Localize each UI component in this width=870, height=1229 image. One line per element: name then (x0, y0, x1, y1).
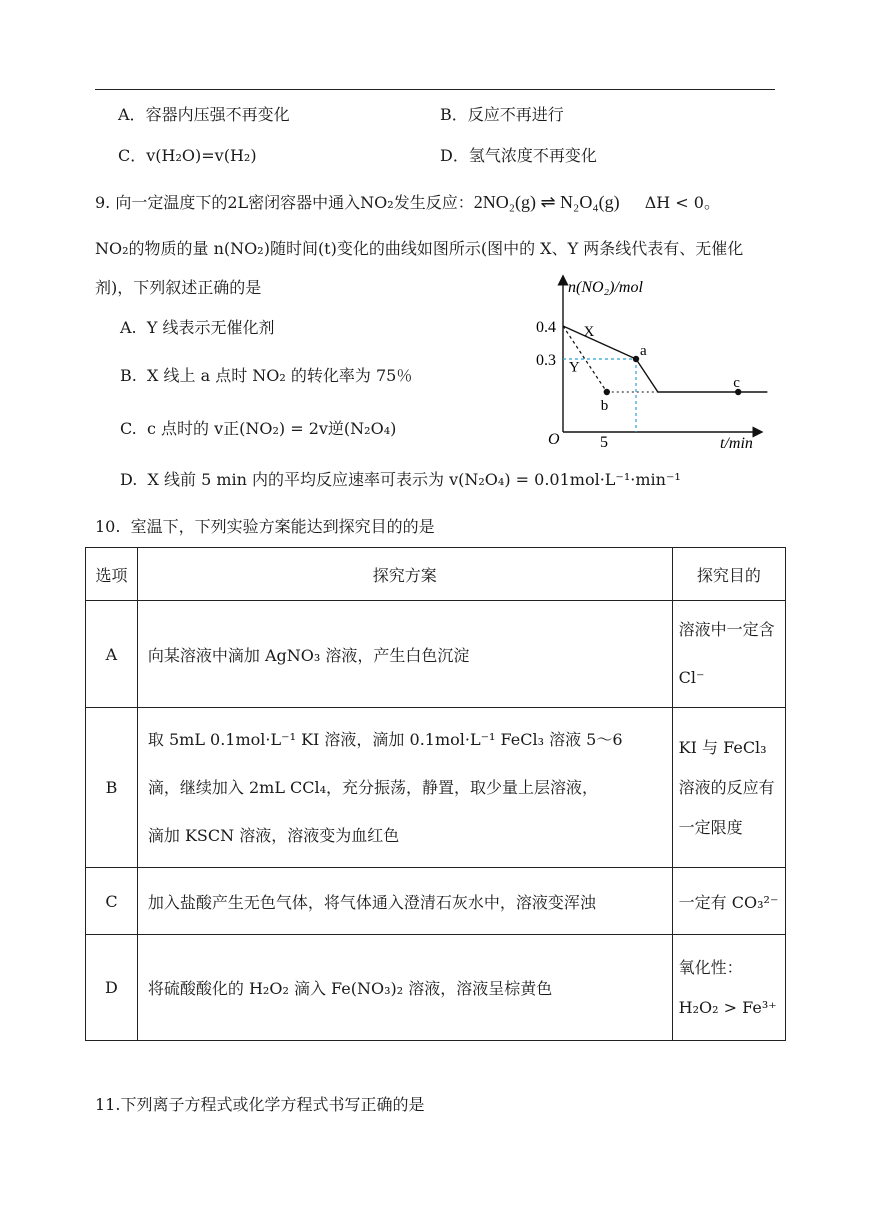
row-d-option: D (86, 935, 138, 1041)
point-b (604, 389, 610, 395)
table-row[interactable] (86, 601, 786, 708)
row-a-option: A (86, 601, 138, 708)
header-option: 选项 (86, 548, 138, 601)
y-tick-0.4: 0.4 (536, 319, 556, 336)
table-row[interactable] (86, 935, 786, 1041)
q9-option-c[interactable]: C. c 点时的 v正(NO₂) = 2v逆(N₂O₄) (120, 419, 397, 438)
q9-stem-line1: 9. 向一定温度下的2L密闭容器中通入NO₂发生反应：2NO₂(g) ⇌ N₂O₄(g) ΔH < 0。 (95, 192, 720, 212)
point-label-b: b (600, 398, 609, 414)
y-tick-0.3: 0.3 (536, 352, 556, 369)
header-purpose: 探究目的 (672, 548, 785, 601)
q9-stem-line2: NO₂的物质的量 n(NO₂)随时间(t)变化的曲线如图所示(图中的 X、Y 两条线代表有、无催化 (95, 239, 744, 258)
row-d-purpose: 氧化性： H₂O₂ > Fe³⁺ (672, 935, 785, 1041)
table-header-row (86, 548, 786, 601)
row-c-option: C (86, 868, 138, 935)
row-b-purpose: KI 与 FeCl₃ 溶液的反应有 一定限度 (672, 708, 785, 868)
q9-option-a[interactable]: A. Y 线表示无催化剂 (120, 318, 275, 337)
header-rule (95, 89, 775, 90)
series-y-label: Y (568, 359, 580, 376)
q9-delta-h: ΔH < 0。 (644, 193, 720, 212)
x-tick-5: 5 (600, 434, 608, 451)
row-b-option: B (86, 708, 138, 868)
q9-reaction: 2NO₂(g) ⇌ N₂O₄(g) (473, 192, 620, 212)
q9-option-b[interactable]: B. X 线上 a 点时 NO₂ 的转化率为 75％ (120, 366, 413, 385)
point-label-a: a (640, 343, 647, 359)
q9-option-d[interactable]: D. X 线前 5 min 内的平均反应速率可表示为 v(N₂O₄) = 0.01mol·L⁻¹·min⁻¹ (120, 470, 681, 489)
table-row[interactable] (86, 868, 786, 935)
row-d-plan: 将硫酸酸化的 H₂O₂ 滴入 Fe(NO₃)₂ 溶液，溶液呈棕黄色 (137, 935, 672, 1041)
point-label-c: c (733, 375, 740, 391)
q8-option-a[interactable]: A．容器内压强不再变化 (118, 105, 290, 124)
header-plan: 探究方案 (137, 548, 672, 601)
q11-stem: 11.下列离子方程式或化学方程式书写正确的是 (95, 1095, 425, 1114)
experiment-table (85, 547, 786, 1041)
q10-stem: 10. 室温下，下列实验方案能达到探究目的的是 (95, 517, 435, 536)
table-row[interactable] (86, 708, 786, 868)
row-a-plan: 向某溶液中滴加 AgNO₃ 溶液，产生白色沉淀 (137, 601, 672, 708)
point-a (633, 356, 639, 362)
x-axis-label: t/min (720, 435, 753, 452)
row-c-plan: 加入盐酸产生无色气体，将气体通入澄清石灰水中，溶液变浑浊 (137, 868, 672, 935)
q8-option-d[interactable]: D．氢气浓度不再变化 (440, 146, 597, 165)
q9-number: 9. (95, 193, 111, 212)
y-axis-label: n(NO₂)/mol (568, 279, 643, 296)
q9-stem-line3: 剂)，下列叙述正确的是 (95, 278, 262, 297)
q8-option-c[interactable]: C．v(H₂O)=v(H₂) (118, 146, 257, 165)
row-b-plan: 取 5mL 0.1mol·L⁻¹ KI 溶液，滴加 0.1mol·L⁻¹ FeCl₃ 溶液 5～6 滴，继续加入 2mL CCl₄，充分振荡，静置，取少量上层溶液， 滴加 KSCN 溶液，溶液变为血红色 (137, 708, 672, 868)
row-a-purpose: 溶液中一定含 Cl⁻ (672, 601, 785, 708)
series-x-label: X (583, 323, 595, 340)
q8-option-b[interactable]: B．反应不再进行 (440, 105, 564, 124)
origin-label: O (548, 431, 560, 448)
row-c-purpose: 一定有 CO₃²⁻ (672, 868, 785, 935)
no2-time-chart (530, 272, 770, 457)
